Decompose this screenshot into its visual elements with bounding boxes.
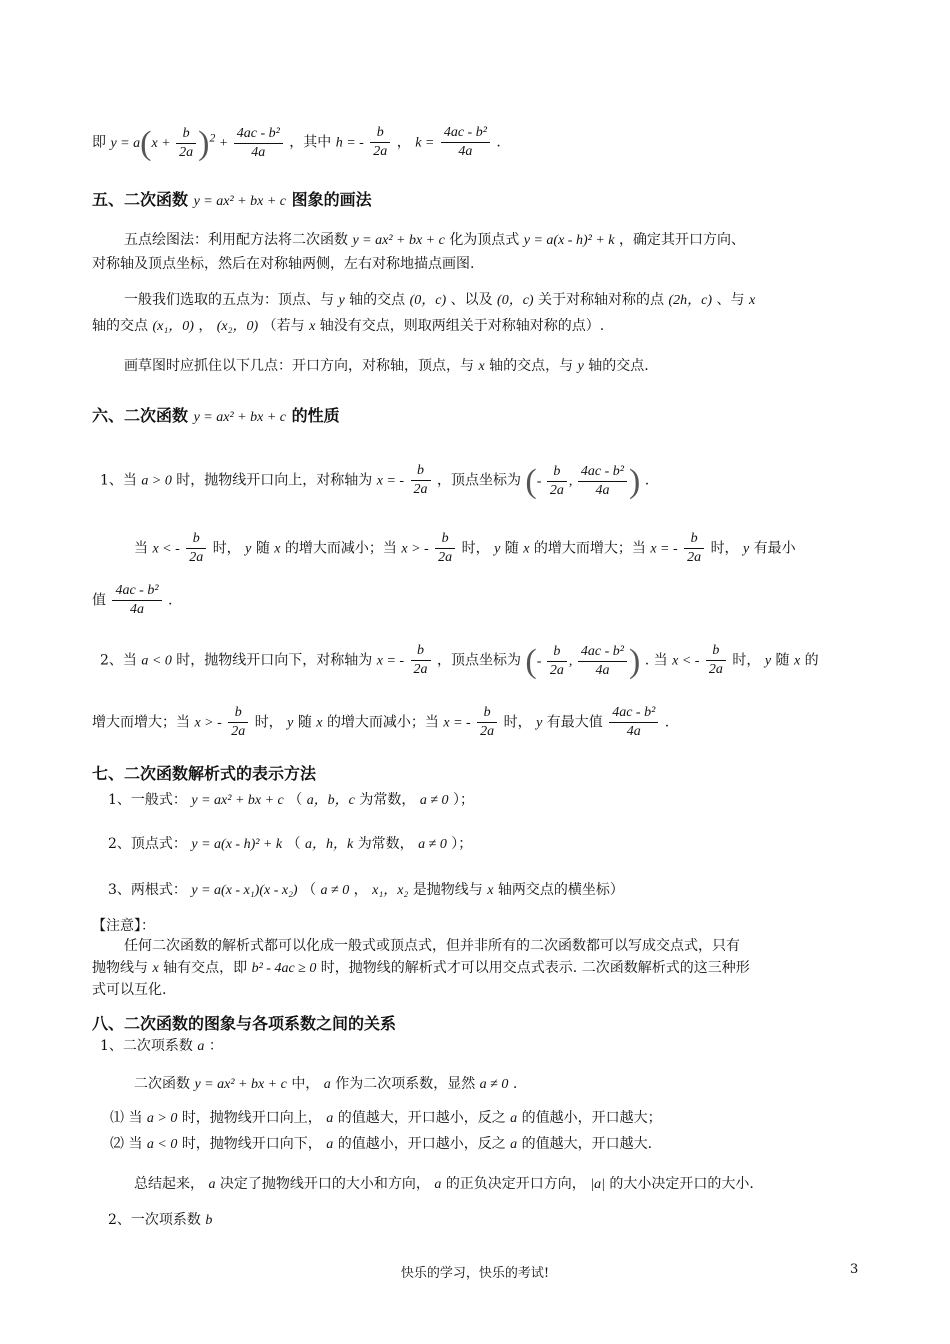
condition: b² - 4ac ≥ 0	[251, 961, 317, 976]
text: 时，	[503, 714, 532, 731]
condition: x = -	[650, 541, 678, 557]
vars: a，b，c	[306, 793, 355, 808]
condition: x < -	[672, 653, 700, 669]
var: y	[764, 653, 772, 669]
fraction: $\frac{\text{4ac - b²}}{4a}$	[112, 582, 161, 619]
fraction: $\frac{\text{4ac - b²}}{4a}$	[234, 125, 283, 162]
text: ，	[198, 318, 213, 334]
var: a	[510, 1111, 518, 1126]
page-number: 3	[850, 1262, 859, 1277]
section-5-heading	[92, 190, 862, 212]
var: a	[510, 1137, 518, 1152]
point: (x₁，0)	[152, 319, 194, 334]
var: x	[274, 541, 281, 557]
section-8-heading: 八、二次函数的图象与各项系数之间的关系	[92, 1014, 397, 1033]
text: 一般我们选取的五点为：顶点、与	[124, 292, 334, 308]
text: 的增大而减小；当	[284, 540, 397, 557]
condition: a ≠ 0	[418, 837, 447, 852]
text: 的正负决定开口方向，	[445, 1176, 586, 1192]
text: 时，抛物线开口向下，对称轴为	[176, 652, 373, 669]
text: 有最小	[753, 540, 796, 557]
text: .	[664, 714, 670, 731]
text: 中，	[291, 1076, 320, 1092]
text: .	[496, 134, 501, 151]
var: a	[434, 1177, 442, 1192]
text: ，顶点坐标为	[436, 652, 521, 669]
text: （若与	[262, 318, 305, 334]
heading-text: 的性质	[291, 406, 340, 425]
s7-form-2	[108, 834, 878, 855]
point: (0，c)	[409, 293, 447, 308]
condition: a ≠ 0	[419, 793, 449, 808]
formula: y = a(x - h)² + k	[523, 233, 615, 248]
condition: a > 0	[146, 1111, 178, 1126]
text: ，顶点坐标为	[436, 472, 521, 489]
heading-text: 六、二次函数	[92, 406, 189, 425]
var: y	[494, 541, 501, 557]
fraction: $\frac{b}{2a}$	[706, 642, 726, 679]
text: 2、一次项系数	[108, 1212, 201, 1228]
s5-paragraph-1	[124, 230, 894, 251]
section-6-heading	[92, 406, 862, 428]
text: 决定了抛物线开口的大小和方向，	[219, 1176, 430, 1192]
text: 时，	[710, 540, 739, 557]
text: ⑴ 当	[110, 1110, 143, 1126]
var: a	[208, 1177, 216, 1192]
text: 有最大值	[546, 714, 603, 731]
point: (x₂，0)	[216, 319, 259, 334]
text: 二次函数	[134, 1076, 190, 1092]
s6-item-1	[100, 462, 870, 500]
text: 轴没有交点，则取两组关于对称轴对称的点）.	[319, 318, 605, 334]
fraction: $\frac{b}{2a}$	[186, 530, 206, 567]
text: ⑵ 当	[110, 1136, 143, 1152]
text: 轴的交点	[349, 292, 406, 308]
text: 的增大而增大；当	[533, 540, 646, 557]
text: 五点绘图法：利用配方法将二次函数	[124, 232, 348, 248]
s7-form-3	[108, 880, 878, 901]
text: 的增大而减小；当	[326, 714, 439, 731]
vertex-coordinates: (- $\frac{b}{2a}$ , $\frac{\text{4ac - b²}}{4a}$ )	[525, 642, 641, 680]
text: 时，抛物线开口向上，对称轴为	[176, 472, 373, 489]
text: 随	[255, 540, 270, 557]
fraction: $\frac{b}{2a}$	[477, 704, 497, 741]
var: b	[205, 1213, 213, 1228]
text: 1、二次项系数	[100, 1038, 193, 1054]
text: 随	[504, 540, 519, 557]
text: 画草图时应抓住以下几点：开口方向，对称轴，顶点，与	[124, 358, 474, 374]
s5-paragraph-2-cont	[92, 316, 862, 337]
note-line-3: 式可以互化.	[92, 982, 167, 998]
vars: x₁，x₂	[372, 883, 409, 898]
var: x	[316, 715, 323, 731]
fraction: $\frac{\text{4ac - b²}}{4a}$	[609, 704, 658, 741]
text: 时，	[212, 540, 241, 557]
text: 的值越大，开口越大.	[521, 1136, 653, 1152]
text: 轴的交点.	[588, 358, 649, 374]
text: 3、两根式：	[108, 882, 187, 898]
fraction: $\frac{b}{2a}$	[547, 643, 567, 680]
condition: a < 0	[141, 653, 172, 669]
fraction: $\frac{b}{2a}$	[228, 704, 248, 741]
var: x	[523, 541, 530, 557]
condition: a < 0	[146, 1137, 178, 1152]
heading-formula: y = ax² + bx + c	[193, 410, 286, 425]
text: 的大小决定开口的大小.	[609, 1176, 754, 1192]
var: a	[323, 1077, 331, 1092]
condition: x > -	[194, 715, 222, 731]
text: .	[167, 592, 173, 609]
text: 随	[775, 652, 790, 669]
fraction: $\frac{b}{2a}$	[176, 125, 196, 162]
text: 轴的交点，与	[489, 358, 574, 374]
point: (2h，c)	[668, 293, 713, 308]
k-expression: k =	[415, 135, 435, 151]
axis-expr: x = -	[376, 473, 405, 489]
text: 的值越小，开口越大；	[521, 1110, 662, 1126]
text: .	[512, 1076, 518, 1092]
text: 抛物线与	[92, 960, 148, 976]
condition: a ≠ 0	[320, 883, 350, 898]
text: 当	[134, 540, 148, 557]
text: 增大而增大；当	[92, 714, 190, 731]
text: . 当	[644, 652, 668, 669]
condition: a ≠ 0	[479, 1077, 509, 1092]
section-7-heading: 七、二次函数解析式的表示方法	[92, 764, 317, 783]
fraction: $\frac{\text{4ac - b²}}{4a}$	[578, 643, 627, 680]
text: 的值越小，开口越小，反之	[337, 1136, 506, 1152]
s5-paragraph-3	[124, 356, 894, 377]
s6-item-2-line-2	[92, 704, 862, 741]
s8-line-1	[134, 1074, 904, 1095]
s8-item-2	[108, 1210, 878, 1231]
var: x	[487, 883, 494, 898]
text: ：	[208, 1038, 223, 1054]
text: 对称轴及顶点坐标，然后在对称轴两侧，左右对称地描点画图.	[92, 256, 475, 272]
s6-item-2	[100, 642, 870, 680]
text: 时，抛物线的解析式才可以用交点式表示. 二次函数解析式的这三种形	[320, 960, 750, 976]
text: 的	[804, 652, 819, 669]
text: ，	[353, 882, 368, 898]
text: 、与	[716, 292, 745, 308]
text: 时，	[254, 714, 283, 731]
text: 轴有交点，即	[163, 960, 248, 976]
text: ，	[396, 134, 411, 151]
text: 1、当	[100, 472, 137, 489]
text: 时，	[732, 652, 761, 669]
var: x	[152, 961, 159, 976]
fraction: $\frac{b}{2a}$	[370, 124, 390, 161]
s8-case-1	[110, 1108, 880, 1129]
h-expression: h = -	[335, 135, 364, 151]
var: x	[309, 319, 316, 334]
var: a	[326, 1111, 334, 1126]
s8-case-2	[110, 1134, 880, 1155]
var: y	[338, 293, 345, 308]
text: 即	[92, 134, 106, 151]
text: 时，	[461, 540, 490, 557]
var: x	[748, 293, 756, 308]
formula: y = a(x - h)² + k	[191, 837, 283, 852]
text: 轴两交点的横坐标）	[497, 882, 624, 898]
text: ，其中	[289, 134, 332, 151]
var: x	[793, 653, 801, 669]
text: 时，抛物线开口向上，	[181, 1110, 322, 1126]
var: y	[245, 541, 252, 557]
text: 是抛物线与	[412, 882, 483, 898]
fraction: $\frac{b}{2a}$	[411, 462, 431, 499]
fraction: $\frac{\text{4ac - b²}}{4a}$	[441, 124, 490, 161]
fraction: $\frac{b}{2a}$	[411, 642, 431, 679]
text: 总结起来，	[134, 1176, 204, 1192]
heading-formula: y = ax² + bx + c	[193, 194, 286, 209]
text: 、以及	[450, 292, 493, 308]
note-label: 【注意】：	[92, 918, 155, 934]
text: 化为顶点式	[449, 232, 520, 248]
text: 作为二次项系数，显然	[335, 1076, 476, 1092]
s8-summary	[134, 1174, 904, 1195]
fraction: $\frac{b}{2a}$	[684, 530, 704, 567]
text: 轴的交点	[92, 318, 148, 334]
condition: x > -	[401, 541, 429, 557]
text: 关于对称轴对称的点	[538, 292, 665, 308]
abs-a: |a|	[590, 1177, 605, 1192]
heading-text: 图象的画法	[291, 190, 372, 209]
fraction: $\frac{b}{2a}$	[547, 463, 567, 500]
text: .	[644, 472, 650, 489]
vertex-coordinates: (- $\frac{b}{2a}$ , $\frac{\text{4ac - b²}}{4a}$ )	[525, 462, 641, 500]
var: y	[287, 715, 294, 731]
s8-item-1	[100, 1036, 870, 1057]
condition: x < -	[152, 541, 180, 557]
vertex-formula: y = a(x + $\frac{b}{2a}$ )$^2$ + $\frac{\text{4ac - b²}}{4a}$	[110, 136, 284, 151]
s5-paragraph-2	[124, 290, 894, 311]
point: (0，c)	[497, 293, 534, 308]
note-line-2	[92, 958, 862, 979]
var: a	[326, 1137, 334, 1152]
s5-paragraph-1-cont	[92, 254, 862, 274]
text: ）；	[452, 792, 474, 808]
vertex-form-line	[92, 124, 862, 162]
var: y	[743, 541, 750, 557]
text: ，确定其开口方向、	[618, 232, 745, 248]
text: 时，抛物线开口向下，	[181, 1136, 322, 1152]
formula: y = ax² + bx + c	[194, 1077, 287, 1092]
condition: x = -	[443, 715, 471, 731]
text: 为常数，	[359, 792, 416, 808]
page-footer: 快乐的学习，快乐的考试!	[400, 1266, 550, 1281]
text: （	[288, 792, 303, 808]
var: a	[197, 1039, 205, 1054]
text: 2、当	[100, 652, 137, 669]
text: 随	[297, 714, 312, 731]
fraction: $\frac{\text{4ac - b²}}{4a}$	[578, 463, 627, 500]
s6-item-1-line-3	[92, 582, 862, 619]
axis-expr: x = -	[376, 653, 405, 669]
heading-text: 五、二次函数	[92, 190, 189, 209]
text: 值	[92, 592, 106, 609]
text: 1、一般式：	[108, 792, 187, 808]
s7-form-1	[108, 790, 878, 811]
formula: y = a(x - x₁)(x - x₂)	[191, 883, 298, 898]
note-line-1: 任何二次函数的解析式都可以化成一般式或顶点式，但并非所有的二次函数都可以写成交点式，只有	[124, 938, 740, 954]
fraction: $\frac{b}{2a}$	[435, 530, 455, 567]
var: x	[478, 359, 485, 374]
s6-item-1-line-2	[134, 530, 904, 567]
text: 的值越大，开口越小，反之	[337, 1110, 506, 1126]
text: （	[302, 882, 317, 898]
condition: a > 0	[141, 473, 172, 489]
formula: y = ax² + bx + c	[191, 793, 284, 808]
text: （	[286, 836, 301, 852]
vars: a，h，k	[305, 837, 354, 852]
text: ）；	[451, 836, 473, 852]
text: 2、顶点式：	[108, 836, 187, 852]
formula: y = ax² + bx + c	[352, 233, 445, 248]
var: y	[536, 715, 543, 731]
text: 为常数，	[357, 836, 414, 852]
var: y	[577, 359, 584, 374]
